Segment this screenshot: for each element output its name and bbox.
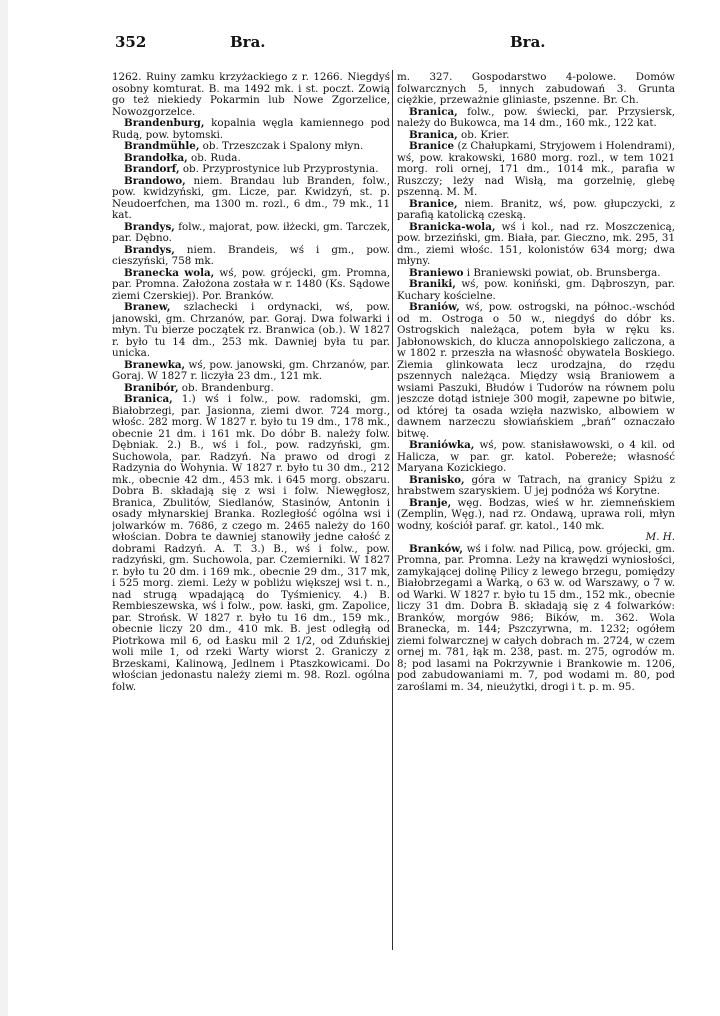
dictionary-entry	[112, 360, 390, 383]
entry-headword: Brandenburg,	[124, 117, 205, 129]
entry-text: ob. Brandenburg.	[178, 381, 274, 394]
dictionary-entry	[397, 279, 675, 302]
entry-text: wś, pow. stanisławowski, o 4 kil. od Halicza, w par. gr. katol. Pobereże; własność Maryana Kozickiego.	[397, 439, 675, 474]
entry-headword: Branecka wola,	[124, 266, 215, 279]
dictionary-entry	[397, 107, 675, 130]
entry-text: (z Chałupkami, Stryjowem i Holendrami), wś, pow. krakowski, 1680 morg. rozl., w tem 1021 morg. roli ornej, 171 dm., 1014 mk., parafia w Ruszczy; leży nad Wisłą, ma gorzelnię, glebę pszenną. M. M.	[397, 140, 675, 198]
entry-headword: Brandorf,	[124, 163, 180, 175]
entry-headword: Branice,	[409, 197, 458, 210]
dictionary-entry	[397, 141, 675, 199]
entry-headword: Brandowo,	[124, 174, 186, 187]
entry-text: 1.) wś i folw., pow. radomski, gm. Białobrzegi, par. Jasionna, ziemi dwor. 724 morg., włośc. 282 morg. W 1827 r. było tu 19 dm., 178 mk., obecnie 21 dm. i 161 mk. Do dóbr B. należy folw. Dębniak. 2.) B., wś i fol., pow. radzyński, gm. Suchowola, par. Radzyń. Na prawo od drogi z Radzynia do Wohynia. W 1827 r. było tu 30 dm., 212 mk., obecnie 42 dm., 453 mk. i 645 morg. obszaru. Dobra B. składają się z wsi i folw. Niewęgłosz, Branica, Zbulitów, Siedlanów, Stasinów, Antonin i osady młynarskiej Branka. Rozległość ogólna wsi i jolwarków m. 7686, z czego m. 2465 należy do 160 włościan. Dobra te dawniej stanowiły jedne całość z dobrami Radzyń. A. T. 3.) B., wś i folw., pow. radzyński, gm. Suchowola, par. Czemierniki. W 1827 r. było tu 20 dm. i 169 mk., obecnie 29 dm., 317 mk, i 525 morg. ziemi. Leży w pobliżu większej wsi t. n., nad strugą wpadającą do Tyśmienicy. 4.) B. Rembieszewska, wś i folw., pow. łaski, gm. Zapolice, par. Strońsk. W 1827 r. było tu 16 dm., 159 mk., obecnie liczy 20 dm., 410 mk. B. jest odległą od Piotrkowa mil 6, od Łasku mil 2 1/2, od Zduńskiej woli mile 1, od rzeki Warty wiorst 2. Graniczy z Brzeskami, Kalinową, Jedlnem i Ptaszkowicami. Do włościan jedonastu należy ziemi m. 98. Rozl. ogólna folw.	[112, 393, 390, 693]
entry-headword: Branisko,	[409, 473, 465, 486]
dictionary-entry	[397, 199, 675, 222]
entry-text: węg. Bodzas, wieś w hr. ziemneńskiem (Zemplin, Węg.), nad rz. Ondawą, uprawa roli, młyn wodny, kościół paraf. gr. katol., 140 mk.	[397, 496, 675, 532]
entry-text: ob. Ruda.	[187, 151, 241, 164]
entry-headword: Branica,	[409, 128, 458, 141]
entry-headword: Branibór,	[124, 381, 179, 394]
entry-text: wś, pow. janowski, gm. Chrzanów, par. Goraj. W 1827 r. liczyła 23 dm., 121 mk.	[112, 358, 390, 382]
left-column	[112, 72, 390, 972]
entry-text: ob. Krier.	[457, 128, 510, 141]
entry-signature: M. H.	[645, 531, 675, 543]
dictionary-entry	[397, 72, 675, 107]
entry-text: wś i folw. nad Pilicą, pow. grójecki, gm. Promna, par. Promna. Leży na krawędzi wyniosłości, zamykającej dolinę Pilicy z lewego brzegu, pomiędzy Białobrzegami a Warką, o 63 w. od Warszawy, o 7 w. od Warki. W 1827 r. było tu 15 dm., 152 mk., obecnie liczy 31 dm. Dobra B. składają się z 4 folwarków: Branków, morgów 986; Bików, m. 362. Wola Branecka, m. 144; Pszczyrwna, m. 1232; ogółem ziemi folwarcznej w całych dobrach m. 2724, w czem ornej m. 781, łąk m. 238, past. m. 275, ogrodów m. 8; pod lasami na Pokrzywnie i Brankowie m. 1206, pod zabudowaniami m. 7, pod wodami m. 80, pod zaroślami m. 34, nieużytki, drogi i t. p. m. 95.	[397, 542, 675, 693]
dictionary-entry	[112, 302, 390, 360]
entry-headword: Brandys,	[124, 243, 175, 256]
entry-text: kopalnia węgla kamiennego pod Rudą, pow. bytomski.	[112, 117, 390, 141]
entry-headword: Brandołka,	[124, 151, 188, 164]
entry-text: ob. Trzeszczak i Spalony młyn.	[199, 140, 364, 152]
entry-text: niem. Branitz, wś, pow. głupczycki, z parafią katolicką czeską.	[397, 197, 675, 221]
column-divider	[392, 70, 393, 950]
dictionary-entry	[397, 440, 675, 475]
right-column	[397, 72, 675, 972]
dictionary-entry	[112, 176, 390, 222]
entry-text: folw., pow. świecki, par. Przysiersk, należy do Bukowca, ma 14 dm., 160 mk., 122 kat.	[397, 105, 675, 129]
entry-headword: Braniewo	[409, 266, 464, 279]
dictionary-entry	[397, 475, 675, 498]
running-head-right: Bra.	[510, 33, 546, 51]
entry-text: folw., majorat, pow. iłżecki, gm. Tarczek, par. Dębno.	[112, 220, 390, 244]
dictionary-entry	[397, 302, 675, 440]
entry-headword: Branje,	[409, 496, 452, 509]
entry-text: niem. Brandau lub Branden, folw., pow. kwidzyński, gm. Licze, par. Kwidzyń, st. p. Neudoerfchen, ma 1300 m. rozl., 6 dm., 79 mk., 11 kat.	[112, 174, 390, 221]
dictionary-entry	[112, 394, 390, 693]
entry-text: i Braniewski powiat, ob. Brunsberga.	[463, 266, 661, 279]
dictionary-entry	[112, 118, 390, 141]
running-head-left: Bra.	[230, 33, 266, 51]
entry-headword: Branica,	[409, 105, 458, 118]
dictionary-entry	[397, 222, 675, 268]
entry-text: wś, pow. koniński, gm. Dąbroszyn, par. Kuchary kościelne.	[397, 278, 675, 302]
entry-headword: Branew,	[124, 301, 171, 313]
entry-text: góra w Tatrach, na granicy Spiżu z hrabstwem szaryskiem. U jej podnóża wś Korytne.	[397, 473, 675, 497]
entry-text: wś i kol., nad rz. Moszczenicą, pow. brzeziński, gm. Biała, par. Gieczno, mk. 295, 31 dm., ziemi włośc. 151, kolonistów 634 morg; dwa młyny.	[397, 220, 675, 267]
entry-headword: Branica,	[124, 393, 173, 405]
entry-headword: Branków,	[409, 542, 463, 555]
entry-headword: Brandmühle,	[124, 140, 200, 152]
entry-text: 1262. Ruiny zamku krzyżackiego z r. 1266. Niegdyś osobny komturat. B. ma 1492 mk. i st. poczt. Zowią go też niekiedy Pokarmin lub Nowe Zgorzelice, Nowozgorzelce.	[112, 72, 390, 118]
dictionary-entry	[112, 268, 390, 303]
entry-headword: Brandys,	[124, 220, 175, 233]
entry-text: wś, pow. grójecki, gm. Promna, par. Promna. Założona została w r. 1480 (Ks. Sądowe ziemi Czerskiej). Por. Branków.	[112, 266, 390, 302]
page-number: 352	[115, 33, 147, 51]
entry-headword: Braniów,	[409, 301, 460, 313]
dictionary-entry	[112, 222, 390, 245]
entry-headword: Braniki,	[409, 278, 456, 290]
entry-text: ob. Przyprostynice lub Przyprostynia.	[179, 163, 379, 175]
entry-headword: Branice	[409, 140, 455, 152]
entry-text: niem. Brandeis, wś i gm., pow. cieszyński, 758 mk.	[112, 243, 390, 267]
page-edge-shadow	[0, 0, 8, 1016]
entry-headword: Branicka-wola,	[409, 220, 496, 233]
entry-text: szlachecki i ordynacki, wś, pow. janowski, gm. Chrzanów, par. Goraj. Dwa folwarki i młyn. Tu bierze początek rz. Branwica (ob.). W 1827 r. było tu 14 dm., 253 mk. Dawniej była tu par. unicka.	[112, 301, 390, 359]
entry-text: wś, pow. ostrogski, na północ.-wschód od m. Ostroga o 50 w., niegdyś do dóbr ks. Ostrogskich należąca, potem była w ręku ks. Jabłonowskich, do klucza annopolskiego zaliczona, a w 1802 r. przeszła na własność obywatela Boskiego. Ziemia glinkowata lecz urodzajna, do rzędu pszennych należąca. Między wsią Braniowem a wsiami Paszuki, Błudów i Tudorów na równem polu jeszcze dotąd istnieje 300 mogił, zapewne po bitwie, od której ta osada wzięła nazwisko, albowiem w dawnem narzeczu słowiańskiem „brań“ oznaczało bitwę.	[397, 301, 675, 440]
dictionary-entry	[112, 72, 390, 118]
dictionary-entry	[397, 498, 675, 544]
dictionary-entry	[112, 245, 390, 268]
dictionary-entry	[397, 544, 675, 694]
entry-headword: Braniówka,	[409, 439, 475, 451]
entry-text: m. 327. Gospodarstwo 4-polowe. Domów folwarcznych 5, innych zabudowań 3. Grunta ciężkie, przeważnie gliniaste, pszenne. Br. Ch.	[397, 72, 675, 106]
entry-headword: Branewka,	[124, 358, 186, 371]
